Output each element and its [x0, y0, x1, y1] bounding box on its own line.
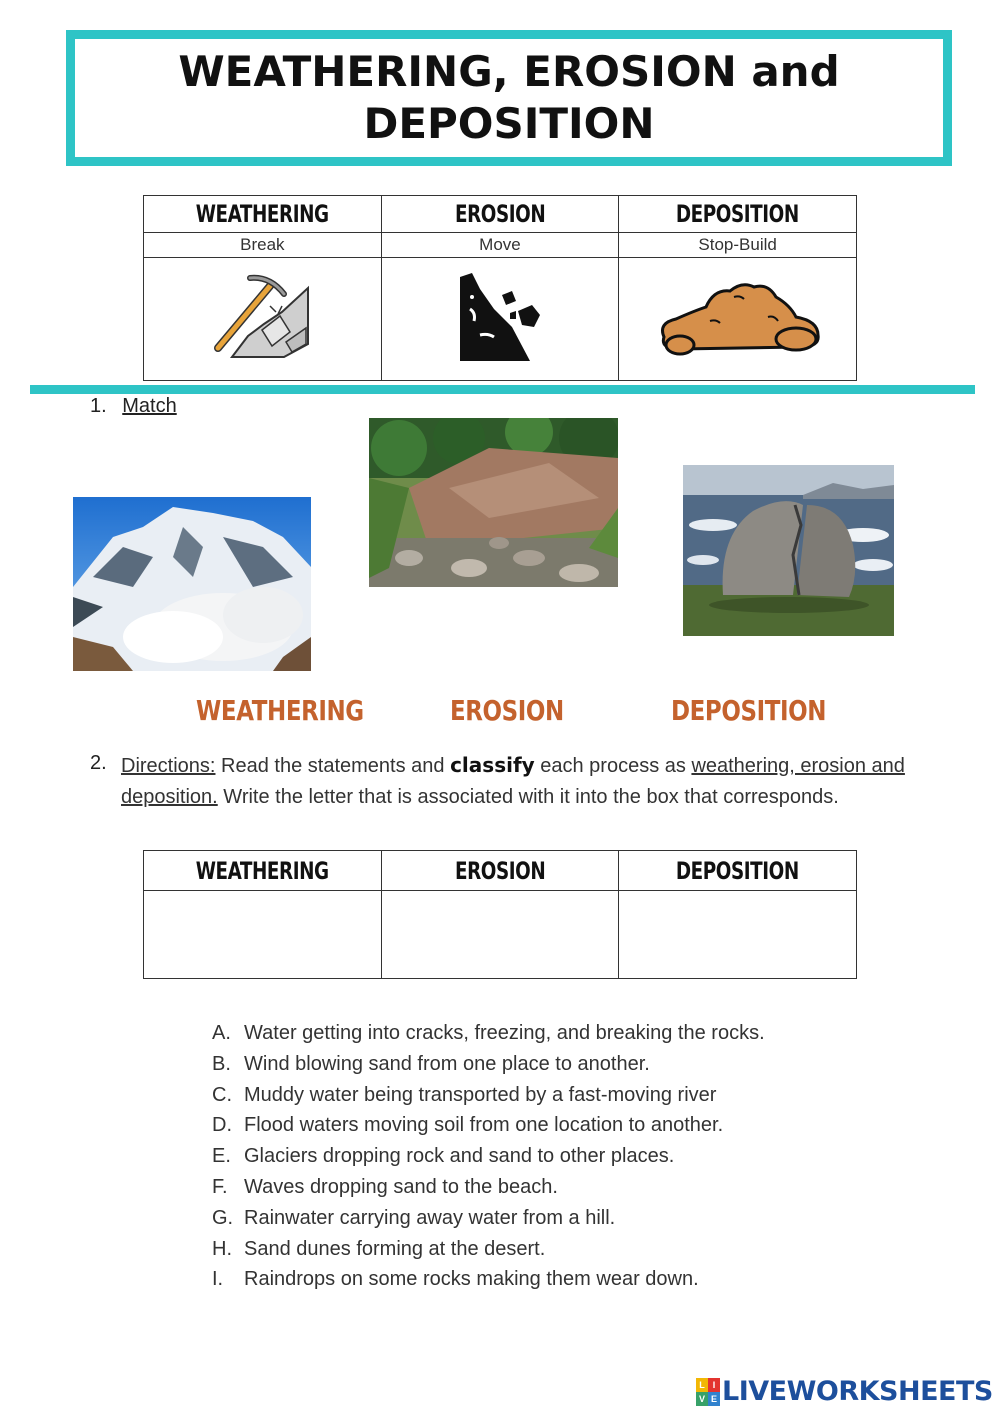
liveworksheets-mark-icon [696, 1378, 720, 1406]
concept-heading-deposition: DEPOSITION [676, 200, 800, 228]
falling-rocks-icon [450, 269, 550, 364]
statement-text: Glaciers dropping rock and sand to other places. [244, 1145, 675, 1168]
statement-text: Flood waters moving soil from one location to another. [244, 1114, 724, 1137]
list-item [212, 1203, 765, 1234]
split-rock-photo [683, 465, 894, 636]
list-item [212, 1110, 765, 1141]
logo-mark-letter: V [696, 1392, 708, 1406]
answer-heading-erosion: EROSION [454, 856, 546, 885]
concept-header-cell [381, 196, 619, 233]
statement-letter: A. [212, 1022, 231, 1044]
answer-table [143, 850, 857, 979]
answer-header-cell [381, 851, 619, 891]
directions-bold-word: classify [450, 753, 535, 777]
statement-letter: C. [212, 1083, 232, 1106]
match-label-weathering[interactable]: WEATHERING [196, 694, 364, 727]
statements-list [212, 1018, 765, 1295]
list-item [212, 1080, 765, 1111]
answer-box-weathering[interactable] [144, 891, 382, 979]
concept-header-cell [144, 196, 382, 233]
statement-letter: G. [212, 1206, 234, 1229]
answer-heading-weathering: WEATHERING [195, 856, 329, 885]
liveworksheets-wordmark: LIVEWORKSHEETS [722, 1376, 993, 1407]
list-item [212, 1234, 765, 1265]
concept-header-cell [619, 196, 857, 233]
directions-paragraph [121, 750, 921, 813]
title-box [66, 30, 952, 166]
logo-mark-letter: I [708, 1378, 720, 1392]
statement-letter: D. [212, 1114, 232, 1137]
match-label-erosion[interactable]: EROSION [450, 694, 564, 727]
list-item [212, 1264, 765, 1295]
concept-table [143, 195, 857, 381]
section-divider [30, 385, 975, 394]
concept-icon-cell [619, 258, 857, 381]
list-item [212, 1018, 765, 1049]
pickaxe-rock-icon [212, 272, 312, 362]
statement-text: Rainwater carrying away water from a hill. [244, 1206, 616, 1229]
statement-letter: B. [212, 1052, 231, 1075]
section-2-number: 2. [90, 752, 107, 774]
answer-heading-deposition: DEPOSITION [676, 856, 800, 885]
match-label-deposition[interactable]: DEPOSITION [671, 694, 827, 727]
concept-heading-weathering: WEATHERING [195, 200, 329, 228]
eroded-hillside-photo [369, 418, 618, 587]
answer-header-cell [619, 851, 857, 891]
directions-label: Directions: [121, 755, 216, 777]
answer-box-erosion[interactable] [381, 891, 619, 979]
directions-text-2: each process as [534, 755, 692, 777]
statement-text: Water getting into cracks, freezing, and breaking the rocks. [244, 1022, 765, 1044]
concept-icon-cell [144, 258, 382, 381]
page-title: WEATHERING, EROSION and DEPOSITION [178, 47, 840, 148]
list-item [212, 1141, 765, 1172]
statement-letter: E. [212, 1145, 231, 1168]
avalanche-photo [73, 497, 311, 671]
statement-letter: F. [212, 1175, 228, 1198]
section-1-heading [90, 395, 177, 418]
directions-text-3: Write the letter that is associated with it into the box that corresponds. [217, 786, 839, 808]
statement-text: Sand dunes forming at the desert. [244, 1237, 546, 1260]
answer-header-cell [144, 851, 382, 891]
logo-mark-letter: L [696, 1378, 708, 1392]
statement-letter: I. [212, 1268, 224, 1291]
directions-text-1: Read the statements and [215, 755, 451, 777]
list-item [212, 1049, 765, 1080]
statement-text: Muddy water being transported by a fast-moving river [244, 1083, 717, 1106]
answer-box-deposition[interactable] [619, 891, 857, 979]
section-1-number: 1. [90, 395, 107, 417]
concept-icon-cell [381, 258, 619, 381]
statement-text: Waves dropping sand to the beach. [244, 1175, 558, 1198]
statement-text: Wind blowing sand from one place to another. [244, 1052, 650, 1075]
statement-text: Raindrops on some rocks making them wear down. [244, 1268, 699, 1291]
concept-meaning-weathering: Break [144, 233, 382, 258]
sediment-pile-icon [650, 277, 825, 357]
concept-meaning-deposition: Stop-Build [619, 233, 857, 258]
directions-underlined: weathering, erosion and deposition. [121, 755, 905, 808]
liveworksheets-logo [696, 1376, 993, 1407]
statement-letter: H. [212, 1237, 232, 1260]
section-1-label: Match [122, 395, 177, 417]
logo-mark-letter: E [708, 1392, 720, 1406]
concept-heading-erosion: EROSION [454, 200, 546, 228]
concept-meaning-erosion: Move [381, 233, 619, 258]
list-item [212, 1172, 765, 1203]
